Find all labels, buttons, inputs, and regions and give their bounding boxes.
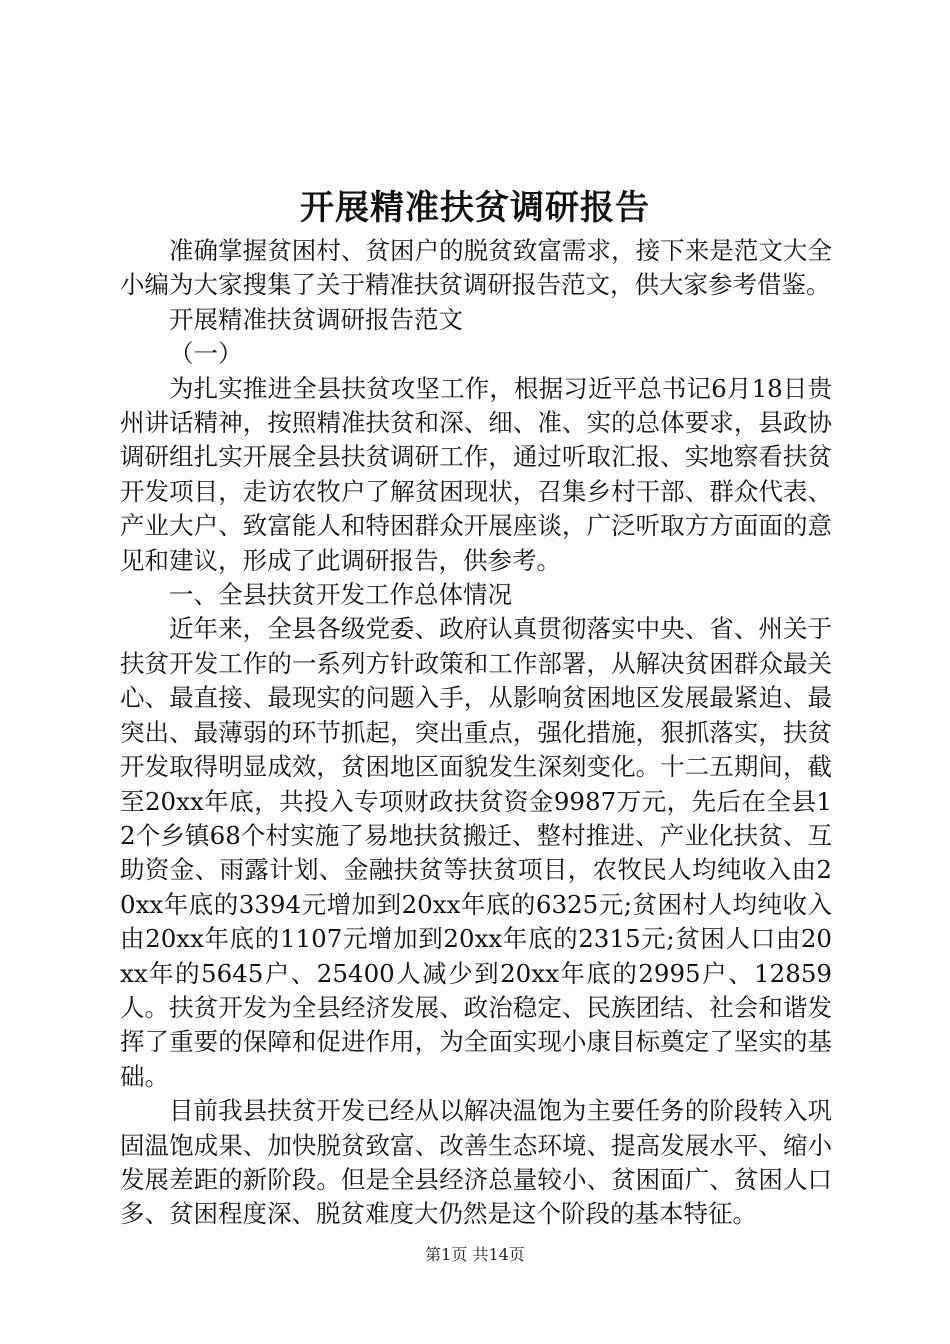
body-paragraph: 目前我县扶贫开发已经从以解决温饱为主要任务的阶段转入巩固温饱成果、加快脱贫致富、改善生态环境、提高发展水平、缩小发展差距的新阶段。但是全县经济总量较小、贫困面广、贫困人口多、贫困程度深、脱贫难度大仍然是这个阶段的基本特征。 (120, 1096, 832, 1229)
section-heading: 一、全县扶贫开发工作总体情况 (169, 580, 512, 610)
page-footer: 第1页 共14页 (425, 1245, 525, 1264)
body-paragraph: 为扎实推进全县扶贫攻坚工作，根据习近平总书记6月18日贵州讲话精神，按照精准扶贫和深、细、准、实的总体要求，县政协调研组扎实开展全县扶贫调研工作，通过听取汇报、实地察看扶贫开发项目，走访农牧户了解贫困现状，召集乡村干部、群众代表、产业大户、致富能人和特困群众开展座谈，广泛听取方方面面的意见和建议，形成了此调研报告，供参考。 (120, 373, 832, 575)
body-paragraph: 近年来，全县各级党委、政府认真贯彻落实中央、省、州关于扶贫开发工作的一系列方针政策和工作部署，从解决贫困群众最关心、最直接、最现实的问题入手，从影响贫困地区发展最紧迫、最突出、最薄弱的环节抓起，突出重点，强化措施，狠抓落实，扶贫开发取得明显成效，贫困地区面貌发生深刻变化。十二五期间，截至20xx年底，共投入专项财政扶贫资金9987万元，先后在全县12个乡镇68个村实施了易地扶贫搬迁、整村推进、产业化扶贫、互助资金、雨露计划、金融扶贫等扶贫项目，农牧民人均纯收入由20xx年底的3394元增加到20xx年底的6325元;贫困村人均纯收入由20xx年底的1107元增加到20xx年底的2315元;贫困人口由20xx年的5645户、25400人减少到20xx年底的2995户、12859人。扶贫开发为全县经济发展、政治稳定、民族团结、社会和谐发挥了重要的保障和促进作用，为全面实现小康目标奠定了坚实的基础。 (120, 614, 832, 1091)
section-heading: 开展精准扶贫调研报告范文 (169, 304, 463, 334)
subsection-number: （一） (169, 339, 243, 369)
intro-paragraph: 准确掌握贫困村、贫困户的脱贫致富需求，接下来是范文大全小编为大家搜集了关于精准扶贫调研报告范文，供大家参考借鉴。 (120, 236, 832, 300)
document-title: 开展精准扶贫调研报告 (300, 188, 650, 228)
document-body (120, 234, 832, 1232)
